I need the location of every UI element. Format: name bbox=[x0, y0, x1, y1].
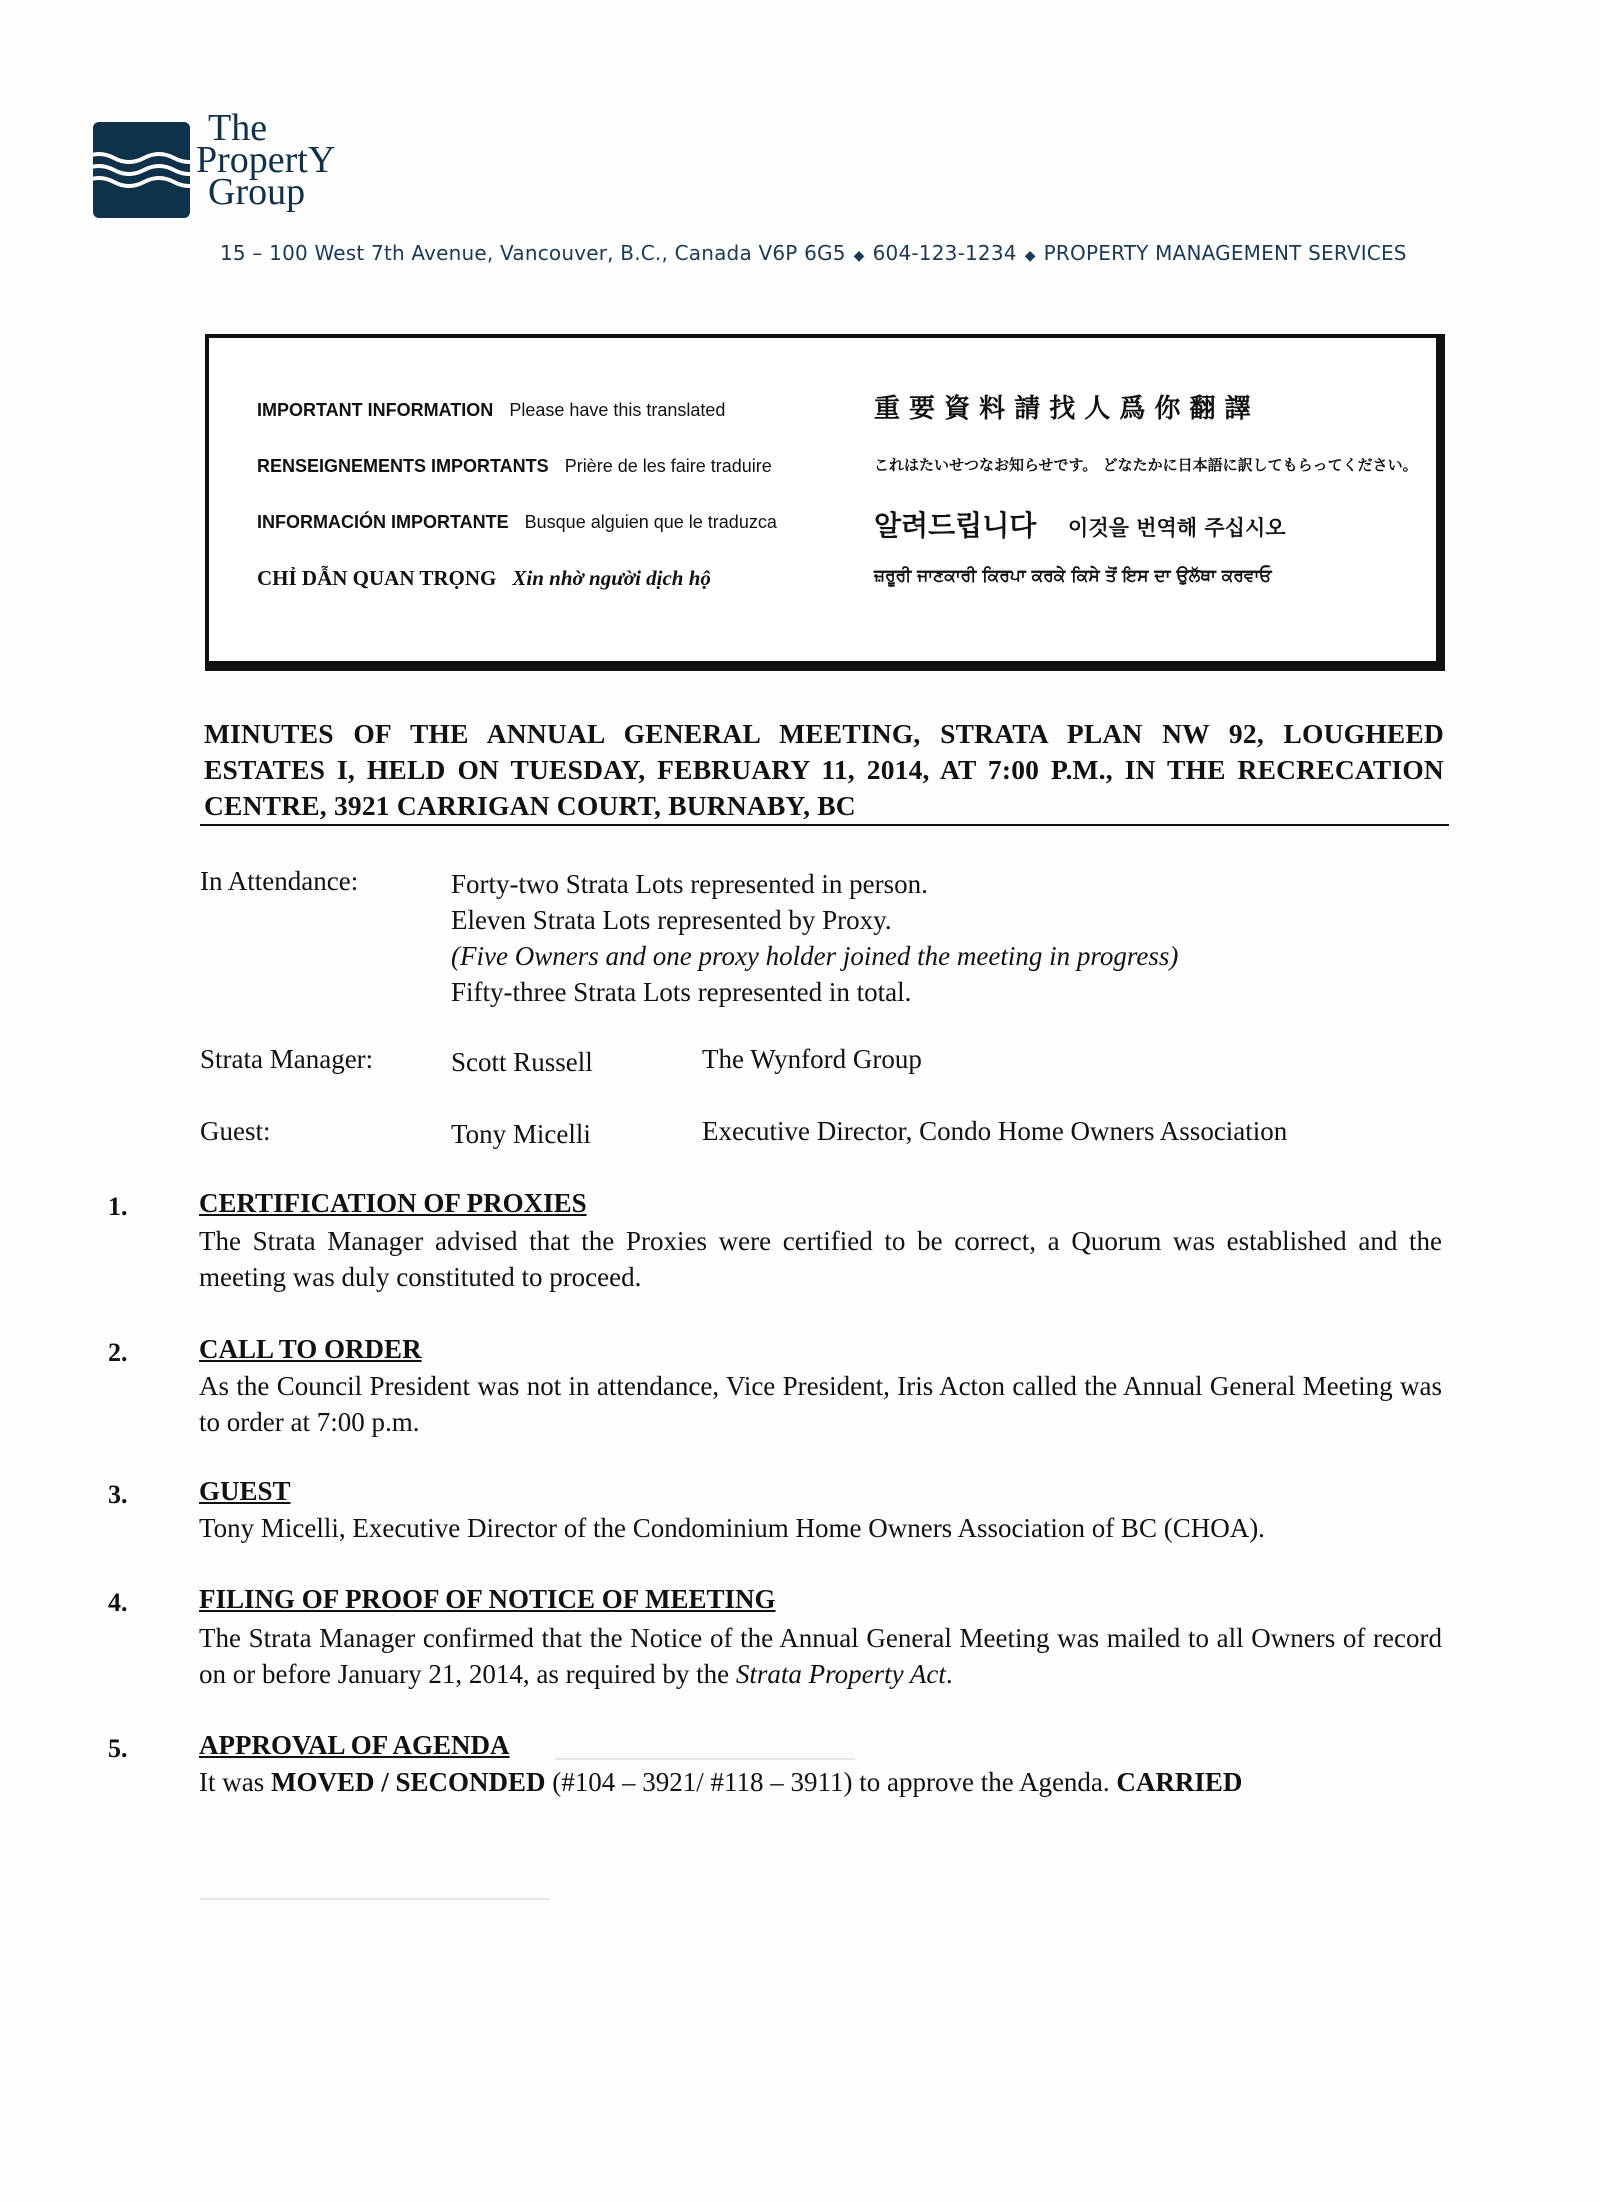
item-body-text: It was bbox=[199, 1767, 271, 1797]
notice-label: RENSEIGNEMENTS IMPORTANTS bbox=[257, 456, 549, 476]
phone: 604-123-1234 bbox=[872, 241, 1017, 265]
item-heading: CERTIFICATION OF PROXIES bbox=[199, 1188, 587, 1218]
notice-text: Xin nhờ người dịch hộ bbox=[512, 566, 711, 590]
services: PROPERTY MANAGEMENT SERVICES bbox=[1043, 241, 1407, 265]
item-number: 1. bbox=[108, 1192, 128, 1221]
title-underline bbox=[200, 824, 1449, 826]
item-body: The Strata Manager advised that the Proxies were certified to be correct, a Quorum was established and the meeting was duly constituted to proceed. bbox=[199, 1226, 1442, 1292]
item-body-act: Strata Property Act bbox=[735, 1659, 946, 1689]
faint-rule bbox=[555, 1758, 855, 1760]
notice-row-spanish bbox=[257, 512, 817, 533]
strata-manager-label: Strata Manager: bbox=[200, 1044, 374, 1074]
notice-text: Busque alguien que le traduzca bbox=[524, 512, 777, 532]
logo-wave-icon bbox=[84, 150, 204, 194]
notice-korean bbox=[874, 504, 1286, 544]
minutes-title: MINUTES OF THE ANNUAL GENERAL MEETING, STRATA PLAN NW 92, LOUGHEED ESTATES I, HELD ON TUESDAY, FEBRUARY 11, 2014, AT 7:00 P.M., IN THE RECRECATION CENTRE, 3921 CARRIGAN COURT, BURNABY, BC bbox=[204, 718, 1444, 821]
notice-text: Please have this translated bbox=[509, 400, 726, 420]
guest-name: Tony Micelli bbox=[451, 1119, 591, 1149]
item-body: Tony Micelli, Executive Director of the Condominium Home Owners Association of BC (CHOA). bbox=[199, 1513, 1265, 1543]
item-heading: APPROVAL OF AGENDA bbox=[199, 1730, 510, 1760]
item-number: 5. bbox=[108, 1734, 128, 1763]
notice-label: CHỈ DẪN QUAN TRỌNG bbox=[257, 566, 497, 590]
item-body bbox=[199, 1620, 1442, 1692]
item-heading: CALL TO ORDER bbox=[199, 1334, 422, 1364]
item-body-text: . bbox=[945, 1659, 953, 1689]
attendance-line: Fifty-three Strata Lots represented in total. bbox=[451, 977, 912, 1007]
letterhead-address-line bbox=[220, 241, 1407, 265]
notice-punjabi: ਜ਼ਰੂਰੀ ਜਾਣਕਾਰੀ ਕਿਰਪਾ ਕਰਕੇ ਕਿਸੇ ਤੋਂ ਇਸ ਦਾ ਉਲੱਥਾ ਕਰਵਾਓ bbox=[874, 566, 1272, 586]
item-heading: GUEST bbox=[199, 1476, 291, 1506]
strata-manager-name: Scott Russell bbox=[451, 1047, 593, 1077]
notice-japanese: これはたいせつなお知らせです。 どなたかに日本語に訳してもらってください。 bbox=[874, 456, 1418, 474]
address: 15 – 100 West 7th Avenue, Vancouver, B.C., Canada V6P 6G5 bbox=[220, 241, 846, 265]
logo-line-the: The bbox=[208, 107, 268, 149]
separator-diamond: ◆ bbox=[853, 248, 865, 264]
strata-manager-org: The Wynford Group bbox=[702, 1044, 922, 1074]
guest-label: Guest: bbox=[200, 1116, 271, 1146]
item-body-text: (#104 – 3921/ #118 – 3911) to approve the Agenda. bbox=[545, 1767, 1117, 1797]
item-number: 4. bbox=[108, 1588, 128, 1617]
attendance-line: Forty-two Strata Lots represented in person. bbox=[451, 869, 928, 899]
attendance-line-note: (Five Owners and one proxy holder joined the meeting in progress) bbox=[451, 941, 1179, 971]
item-heading: FILING OF PROOF OF NOTICE OF MEETING bbox=[199, 1584, 776, 1614]
item-body-carried: CARRIED bbox=[1116, 1767, 1243, 1797]
notice-label: INFORMACIÓN IMPORTANTE bbox=[257, 512, 509, 532]
notice-label: IMPORTANT INFORMATION bbox=[257, 400, 494, 420]
notice-row-french bbox=[257, 456, 817, 477]
item-number: 3. bbox=[108, 1480, 128, 1509]
translation-notice-box bbox=[205, 334, 1445, 671]
notice-row-english bbox=[257, 400, 817, 421]
logo-line-group: Group bbox=[208, 171, 306, 213]
logo-wordmark bbox=[196, 107, 336, 213]
attendance-lines bbox=[451, 866, 1178, 1010]
notice-korean-a: 알려드립니다 bbox=[874, 509, 1037, 542]
item-body bbox=[199, 1764, 1442, 1800]
item-number: 2. bbox=[108, 1338, 128, 1367]
notice-korean-b: 이것을 번역해 주십시오 bbox=[1068, 516, 1286, 540]
item-body: As the Council President was not in attendance, Vice President, Iris Acton called the Annual General Meeting was to order at 7:00 p.m. bbox=[199, 1371, 1442, 1437]
guest-org: Executive Director, Condo Home Owners Association bbox=[702, 1116, 1288, 1146]
logo-line-property: PropertY bbox=[196, 139, 336, 181]
attendance-label: In Attendance: bbox=[200, 866, 359, 896]
notice-text: Prière de les faire traduire bbox=[564, 456, 772, 476]
bleed-through-rule bbox=[200, 1898, 550, 1900]
attendance-line: Eleven Strata Lots represented by Proxy. bbox=[451, 905, 892, 935]
item-body-text: The Strata Manager confirmed that the Notice of the Annual General Meeting was mailed to all Owners of record on or before January 21, 2014, as required by the bbox=[199, 1623, 1442, 1689]
notice-row-vietnamese bbox=[257, 566, 817, 591]
separator-diamond: ◆ bbox=[1024, 248, 1036, 264]
notice-chinese: 重 要 資 料 請 找 人 爲 你 翻 譯 bbox=[874, 394, 1251, 424]
item-body-moved: MOVED / SECONDED bbox=[270, 1767, 546, 1797]
